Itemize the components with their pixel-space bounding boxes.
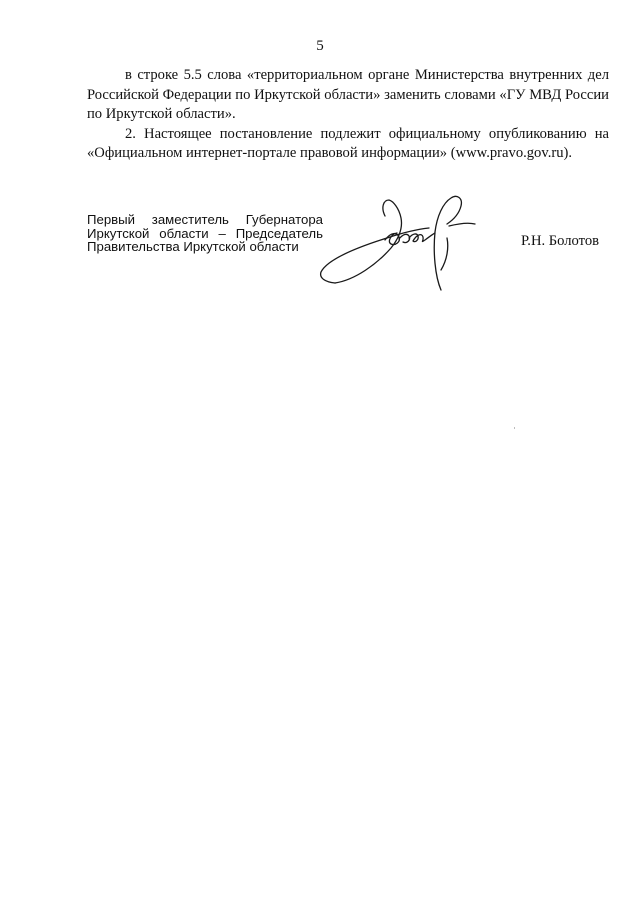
signer-position [87,213,323,254]
paragraph-publication: 2. Настоящее постановление подлежит официальному опубликованию на «Официальном интернет-портале правовой информации» (www.pravo.gov.ru). [87,125,609,161]
signer-position-line: Первый заместитель Губернатора [87,212,323,227]
signer-name: Р.Н. Болотов [521,233,600,249]
page-number: 5 [316,38,324,54]
signer-position-line: Иркутской области – Председатель [87,225,323,241]
document-body [87,66,609,164]
scan-speck [514,427,515,429]
signer-position-line: Правительства Иркутской области [87,239,299,254]
paragraph-item-5-5: в строке 5.5 слова «территориальном органе Министерства внутренних дел Российской Федерации по Иркутской области» заменить словами «ГУ МВД России по Иркутской области». [87,67,609,122]
handwritten-signature [315,186,495,296]
